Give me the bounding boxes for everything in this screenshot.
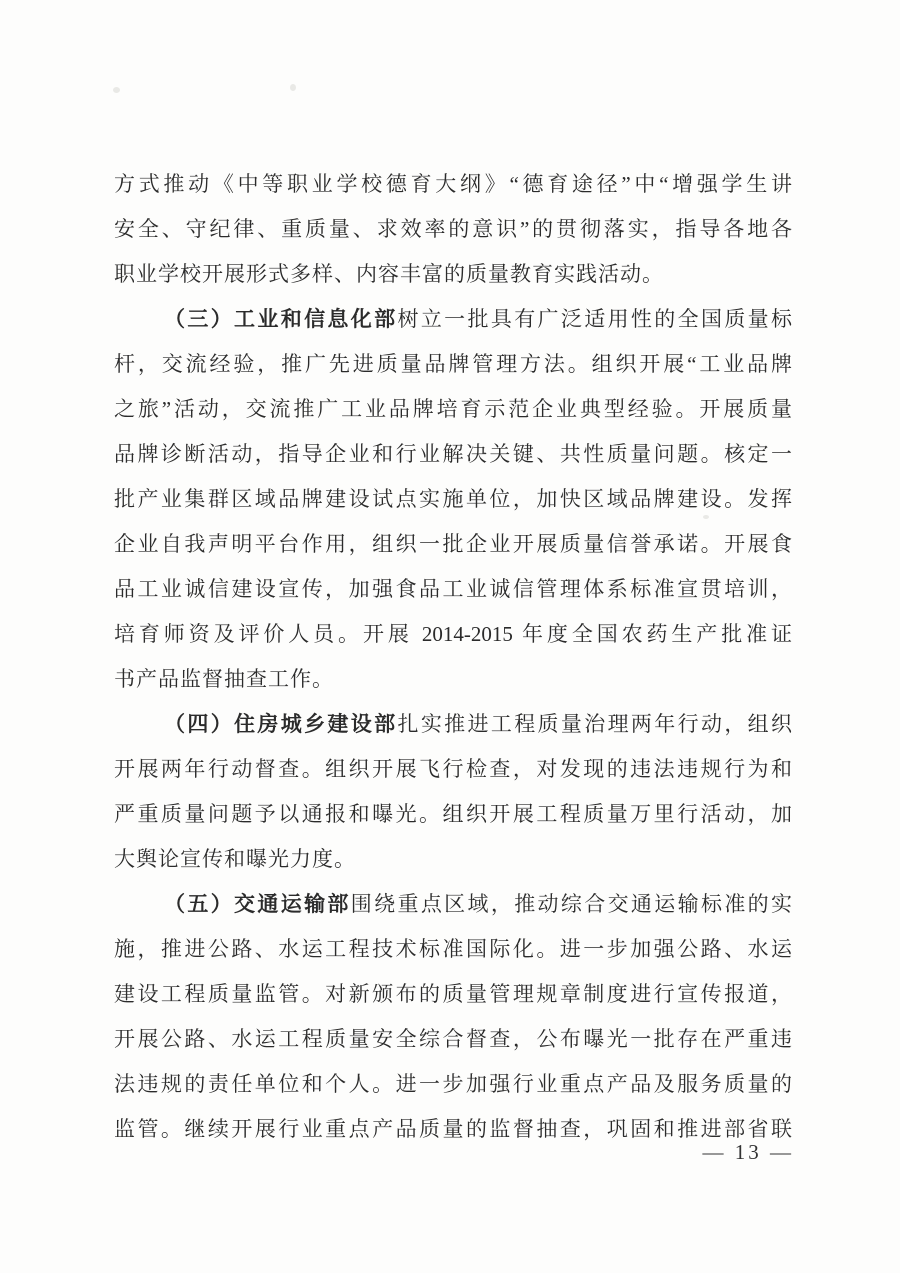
- text-line: [114, 612, 792, 657]
- text-line: [114, 387, 792, 432]
- line-text: 大舆论宣传和曝光力度。: [114, 847, 356, 871]
- line-text: 书产品监督抽查工作。: [114, 667, 334, 691]
- line-text: 安全、守纪律、重质量、求效率的意识”的贯彻落实，指导各地各: [114, 217, 792, 241]
- line-text: 企业自我声明平台作用，组织一批企业开展质量信誉承诺。开展食: [114, 532, 792, 556]
- scan-smudge: [290, 84, 296, 91]
- paragraph: [114, 882, 792, 1152]
- text-line: [114, 972, 792, 1017]
- paragraph: [114, 702, 792, 882]
- line-text: 开展两年行动督查。组织开展飞行检查，对发现的违法违规行为和: [114, 757, 792, 781]
- text-line: [114, 297, 792, 342]
- line-text: 监管。继续开展行业重点产品质量的监督抽查，巩固和推进部省联: [114, 1117, 792, 1141]
- text-line: [114, 342, 792, 387]
- text-line: [114, 477, 792, 522]
- line-text: 开展公路、水运工程质量安全综合督查，公布曝光一批存在严重违: [114, 1027, 792, 1051]
- line-text: 之旅”活动，交流推广工业品牌培育示范企业典型经验。开展质量: [114, 397, 792, 421]
- line-text: 法违规的责任单位和个人。进一步加强行业重点产品及服务质量的: [114, 1072, 792, 1096]
- text-line: [114, 207, 792, 252]
- line-text: 批产业集群区域品牌建设试点实施单位，加快区域品牌建设。发挥: [114, 487, 792, 511]
- line-text: 职业学校开展形式多样、内容丰富的质量教育实践活动。: [114, 262, 664, 286]
- text-body: [114, 162, 792, 1152]
- bold-lead: （四）住房城乡建设部: [164, 712, 398, 736]
- paragraph: [114, 162, 792, 297]
- text-line: [114, 882, 792, 927]
- text-line: [114, 747, 792, 792]
- line-text: 品牌诊断活动，指导企业和行业解决关键、共性质量问题。核定一: [114, 442, 792, 466]
- text-line: [114, 702, 792, 747]
- line-text: 施，推进公路、水运工程技术标准国际化。进一步加强公路、水运: [114, 937, 792, 961]
- text-line: [114, 252, 792, 297]
- line-text: 扎实推进工程质量治理两年行动，组织: [397, 712, 792, 736]
- paragraph: [114, 297, 792, 702]
- text-line: [114, 1107, 792, 1152]
- text-line: [114, 1062, 792, 1107]
- text-line: [114, 792, 792, 837]
- page-number: — 13 —: [702, 1140, 794, 1164]
- line-text: 品工业诚信建设宣传，加强食品工业诚信管理体系标准宣贯培训，: [114, 577, 792, 601]
- line-text: 围绕重点区域，推动综合交通运输标准的实: [350, 892, 792, 916]
- text-line: [114, 522, 792, 567]
- line-text: 建设工程质量监管。对新颁布的质量管理规章制度进行宣传报道，: [114, 982, 792, 1006]
- text-line: [114, 1017, 792, 1062]
- line-text: 培育师资及评价人员。开展 2014-2015 年度全国农药生产批准证: [114, 622, 792, 646]
- text-line: [114, 837, 792, 882]
- line-text: 方式推动《中等职业学校德育大纲》“德育途径”中“增强学生讲: [114, 172, 792, 196]
- line-text: 严重质量问题予以通报和曝光。组织开展工程质量万里行活动，加: [114, 802, 792, 826]
- scan-smudge: [113, 87, 120, 93]
- text-line: [114, 567, 792, 612]
- line-text: 杆，交流经验，推广先进质量品牌管理方法。组织开展“工业品牌: [114, 352, 792, 376]
- line-text: 树立一批具有广泛适用性的全国质量标: [397, 307, 792, 331]
- bold-lead: （三）工业和信息化部: [164, 307, 398, 331]
- text-line: [114, 657, 792, 702]
- text-line: [114, 927, 792, 972]
- text-line: [114, 432, 792, 477]
- text-line: [114, 162, 792, 207]
- bold-lead: （五）交通运输部: [164, 892, 351, 916]
